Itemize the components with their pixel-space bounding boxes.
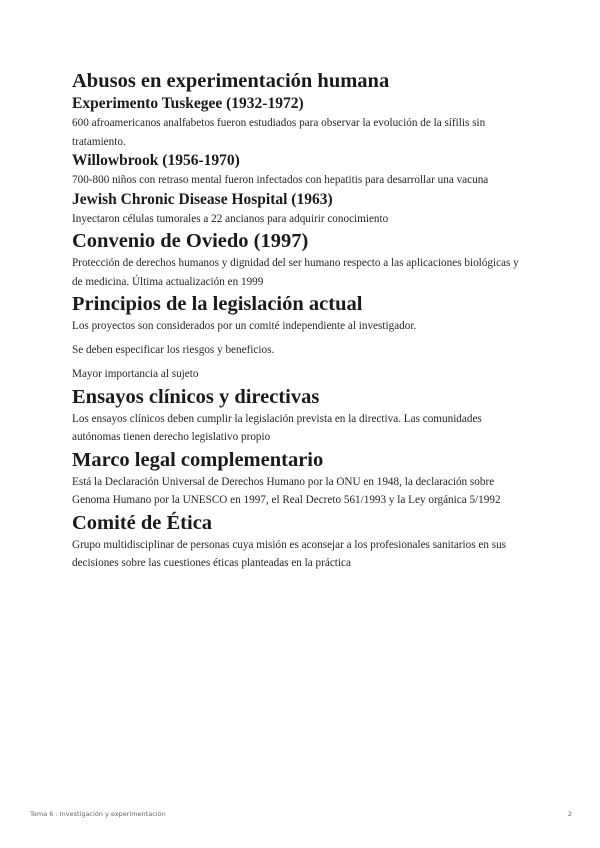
section-title-ensayos: Ensayos clínicos y directivas: [72, 385, 320, 408]
paragraph-marco-legal: Está la Declaración Universal de Derechos Humano por la ONU en 1948, la declaración sobre Genoma Humano por la UNESCO en 1997, el Real Decreto 561/1993 y la Ley orgánica 5/1992: [72, 475, 501, 506]
paragraph-jewish-hospital: Inyectaron células tumorales a 22 ancianos para adquirir conocimiento: [72, 212, 389, 225]
paragraph-willowbrook: 700-800 niños con retraso mental fueron infectados con hepatitis para desarrollar una vacuna: [72, 174, 489, 186]
subsection-title-jewish-hospital: Jewish Chronic Disease Hospital (1963): [72, 190, 333, 208]
paragraph-ensayos: Los ensayos clínicos deben cumplir la legislación prevista en la directiva. Las comunidades autónomas tienen derecho legislativo propio: [72, 412, 482, 443]
paragraph-tuskegee: 600 afroamericanos analfabetos fueron estudiados para observar la evolución de la sífilis sin tratamiento.: [72, 117, 486, 148]
section-title-principios: Principios de la legislación actual: [72, 293, 363, 315]
subsection-title-willowbrook: Willowbrook (1956-1970): [72, 152, 240, 169]
paragraph-oviedo: Protección de derechos humanos y dignidad del ser humano respecto a las aplicaciones biológicas y de medicina. Última actualización en 1999: [72, 257, 519, 288]
subsection-title-tuskegee: Experimento Tuskegee (1932-1972): [72, 95, 304, 112]
paragraph-principios-1: Los proyectos son considerados por un comité independiente al investigador.: [72, 320, 417, 332]
paragraph-comite-etica: Grupo multidisciplinar de personas cuya misión es aconsejar a los profesionales sanitarios en sus decisiones sobre las cuestiones éticas planteadas en la práctica: [72, 538, 507, 569]
section-title-oviedo: Convenio de Oviedo (1997): [72, 230, 309, 252]
page-content: [72, 68, 528, 573]
section-title-comite-etica: Comité de Ética: [72, 511, 213, 534]
paragraph-principios-3: Mayor importancia al sujeto: [72, 368, 199, 380]
footer-chapter-title: Tema 6 : Investigación y experimentación: [30, 810, 166, 818]
paragraph-principios-2: Se deben especificar los riesgos y beneficios.: [72, 344, 275, 356]
footer-page-number: 2: [567, 810, 572, 818]
section-title-abusos: Abusos en experimentación humana: [72, 70, 390, 92]
section-title-marco-legal: Marco legal complementario: [72, 448, 324, 471]
